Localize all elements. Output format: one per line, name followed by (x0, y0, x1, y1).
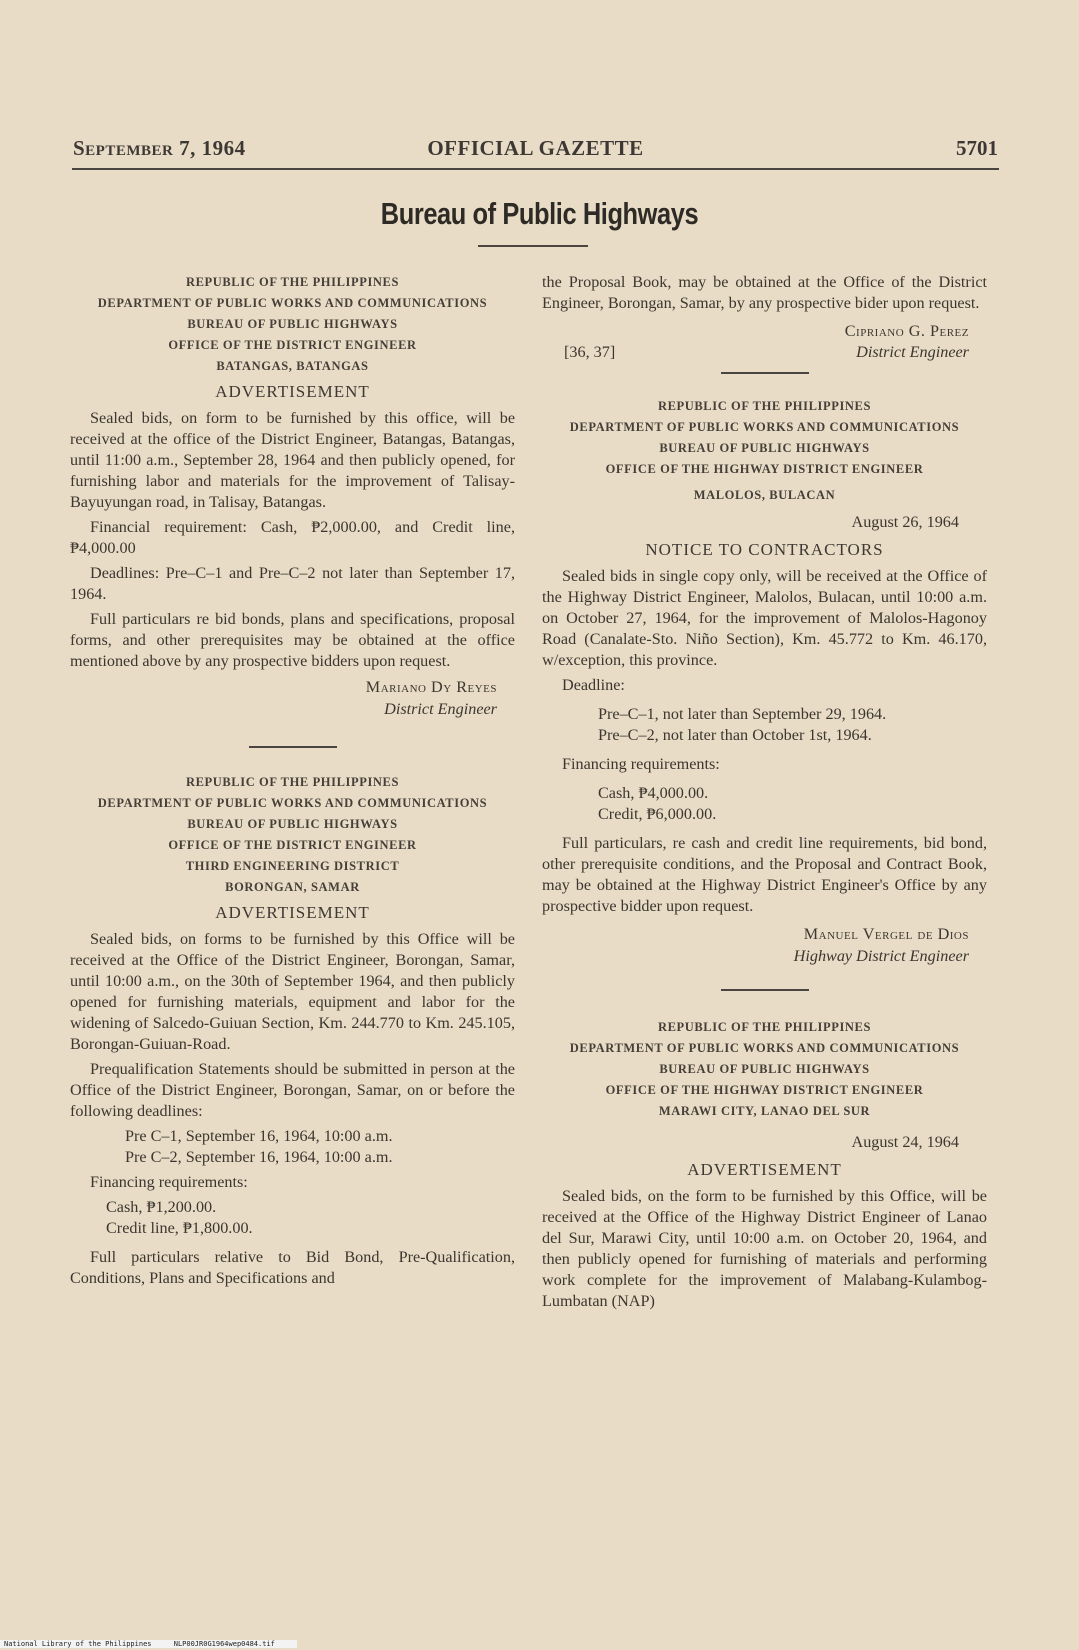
signatory-name: Mariano Dy Reyes (365, 678, 497, 696)
header-line: DEPARTMENT OF PUBLIC WORKS AND COMMUNICATIONS (569, 1041, 960, 1055)
notice2-financing-label: Financing requirements: (90, 1173, 248, 1191)
notice1-signature (70, 676, 515, 720)
notice3-date: August 26, 1964 (851, 513, 959, 531)
signatory-title: District Engineer (384, 700, 497, 718)
header-rule (72, 168, 999, 170)
file-name: NLP00JR0G1964wep0484.tif (173, 1640, 275, 1648)
right-column (542, 272, 987, 1316)
section-title: Bureau of Public Highways (380, 196, 699, 231)
notice4-date: August 24, 1964 (851, 1133, 959, 1151)
header-line: BUREAU OF PUBLIC HIGHWAYS (659, 441, 870, 455)
notice2-header (70, 772, 515, 898)
notice3-signature (542, 923, 987, 967)
signatory-name: Manuel Vergel de Dios (803, 925, 969, 943)
header-line: BATANGAS, BATANGAS (216, 359, 369, 373)
notice3-type: NOTICE TO CONTRACTORS (645, 540, 884, 559)
library-credit: National Library of the Philippines (4, 1640, 152, 1648)
notice2-prequalification: Prequalification Statements should be submitted in person at the Office of the District Engineer, Borongan, Samar, on or before the following deadlines: (70, 1060, 515, 1120)
scan-footer (0, 1640, 297, 1648)
header-line: DEPARTMENT OF PUBLIC WORKS AND COMMUNICATIONS (569, 420, 960, 434)
notice1-header (70, 272, 515, 377)
header-line: REPUBLIC OF THE PHILIPPINES (657, 1020, 872, 1034)
issue-date: September 7, 1964 (73, 136, 246, 160)
notice2-deadline: Pre C–2, September 16, 1964, 10:00 a.m. (125, 1148, 393, 1166)
header-line: REPUBLIC OF THE PHILIPPINES (185, 275, 400, 289)
notice4-header (542, 1017, 987, 1122)
notice2-deadline: Pre C–1, September 16, 1964, 10:00 a.m. (125, 1127, 393, 1145)
notice1-body: Sealed bids, on form to be furnished by this office, will be received at the office of the District Engineer, Batangas, Batangas, until 11:00 a.m., September 28, 1964 and then publicly opened, for furnishing labor and materials for the improvement of Talisay-Bayuyungan road, in Talisay, Batangas. (70, 409, 515, 511)
signatory-name: Cipriano G. Perez (844, 322, 969, 340)
notice2-signature (542, 320, 987, 342)
notice3-credit: Credit, ₱6,000.00. (598, 805, 717, 823)
header-line: BUREAU OF PUBLIC HIGHWAYS (187, 817, 398, 831)
notice-code: [36, 37] (564, 343, 616, 361)
notice1-type: ADVERTISEMENT (215, 382, 370, 401)
notice1-financial: Financial requirement: Cash, ₱2,000.00, and Credit line, ₱4,000.00 (70, 518, 515, 557)
notice3-body: Sealed bids in single copy only, will be received at the Office of the Highway District Engineer, Malolos, Bulacan, until 10:00 a.m. on October 27, 1964, for the improvement of Malolos-Hagonoy Road (Canalate-Sto. Niño Section), Km. 45.772 to Km. 46.170, w/exception, this province. (542, 567, 987, 669)
publication-name: OFFICIAL GAZETTE (427, 136, 644, 160)
header-line: BORONGAN, SAMAR (225, 880, 360, 894)
header-line: BUREAU OF PUBLIC HIGHWAYS (187, 317, 398, 331)
signatory-title: Highway District Engineer (793, 947, 969, 965)
notice2-body: Sealed bids, on forms to be furnished by this Office will be received at the Office of the District Engineer, Borongan, Samar, until 10:00 a.m., on the 30th of September 1964, and then publicly opened for furnishing materials, equipment and labor for the widening of Salcedo-Guiuan Section, Km. 244.770 to Km. 245.105, Borongan-Guiuan-Road. (70, 930, 515, 1053)
notice4-body: Sealed bids, on the form to be furnished by this Office, will be received at the Office of the Highway District Engineer of Lanao del Sur, Marawi City, until 10:00 a.m. on October 20, 1964, and then publicly opened for furnishing of materials and performing work complete for the improvement of Malabang-Kulambog-Lumbatan (NAP) (542, 1187, 987, 1310)
notice1-deadlines: Deadlines: Pre–C–1 and Pre–C–2 not later than September 17, 1964. (70, 564, 515, 603)
separator-rule (249, 746, 337, 748)
header-line: BUREAU OF PUBLIC HIGHWAYS (659, 1062, 870, 1076)
separator-rule (721, 372, 809, 374)
notice3-deadline: Pre–C–1, not later than September 29, 1964. (598, 705, 887, 723)
header-line: THIRD ENGINEERING DISTRICT (185, 859, 400, 873)
notice2-credit: Credit line, ₱1,800.00. (106, 1219, 253, 1237)
page-number: 5701 (956, 136, 998, 160)
title-rule (478, 245, 588, 247)
header-line: OFFICE OF THE HIGHWAY DISTRICT ENGINEER (605, 462, 924, 476)
notice2-type: ADVERTISEMENT (215, 903, 370, 922)
notice3-header (542, 396, 987, 506)
left-column (70, 272, 515, 1293)
notice3-financing-label: Financing requirements: (562, 755, 720, 773)
notice3-deadline-label: Deadline: (562, 676, 625, 694)
notice3-deadline: Pre–C–2, not later than October 1st, 1964. (598, 726, 872, 744)
notice3-particulars: Full particulars, re cash and credit line requirements, bid bond, other prerequisite conditions, and the Proposal and Contract Book, may be obtained at the Highway District Engineer's Office by any prospective bidder upon request. (542, 834, 987, 915)
signatory-title: District Engineer (856, 343, 969, 361)
header-line: DEPARTMENT OF PUBLIC WORKS AND COMMUNICATIONS (97, 796, 488, 810)
separator-rule (721, 989, 809, 991)
notice4-type: ADVERTISEMENT (687, 1160, 842, 1179)
notice3-cash: Cash, ₱4,000.00. (598, 784, 709, 802)
header-line: REPUBLIC OF THE PHILIPPINES (657, 399, 872, 413)
header-line: DEPARTMENT OF PUBLIC WORKS AND COMMUNICATIONS (97, 296, 488, 310)
notice2-signature-row (542, 342, 987, 364)
header-line: OFFICE OF THE HIGHWAY DISTRICT ENGINEER (605, 1083, 924, 1097)
notice1-particulars: Full particulars re bid bonds, plans and specifications, proposal forms, and other prerequisites may be obtained at the office mentioned above by any prospective bidders upon request. (70, 610, 515, 670)
notice2-particulars: Full particulars relative to Bid Bond, Pre-Qualification, Conditions, Plans and Specifications and (70, 1248, 515, 1287)
header-line: MARAWI CITY, LANAO DEL SUR (658, 1104, 871, 1118)
running-header (73, 136, 998, 162)
notice2-particulars-continued: the Proposal Book, may be obtained at the Office of the District Engineer, Borongan, Samar, by any prospective bider upon request. (542, 273, 987, 312)
header-line: MALOLOS, BULACAN (693, 488, 836, 502)
header-line: OFFICE OF THE DISTRICT ENGINEER (168, 338, 417, 352)
notice2-cash: Cash, ₱1,200.00. (106, 1198, 217, 1216)
header-line: REPUBLIC OF THE PHILIPPINES (185, 775, 400, 789)
header-line: OFFICE OF THE DISTRICT ENGINEER (168, 838, 417, 852)
